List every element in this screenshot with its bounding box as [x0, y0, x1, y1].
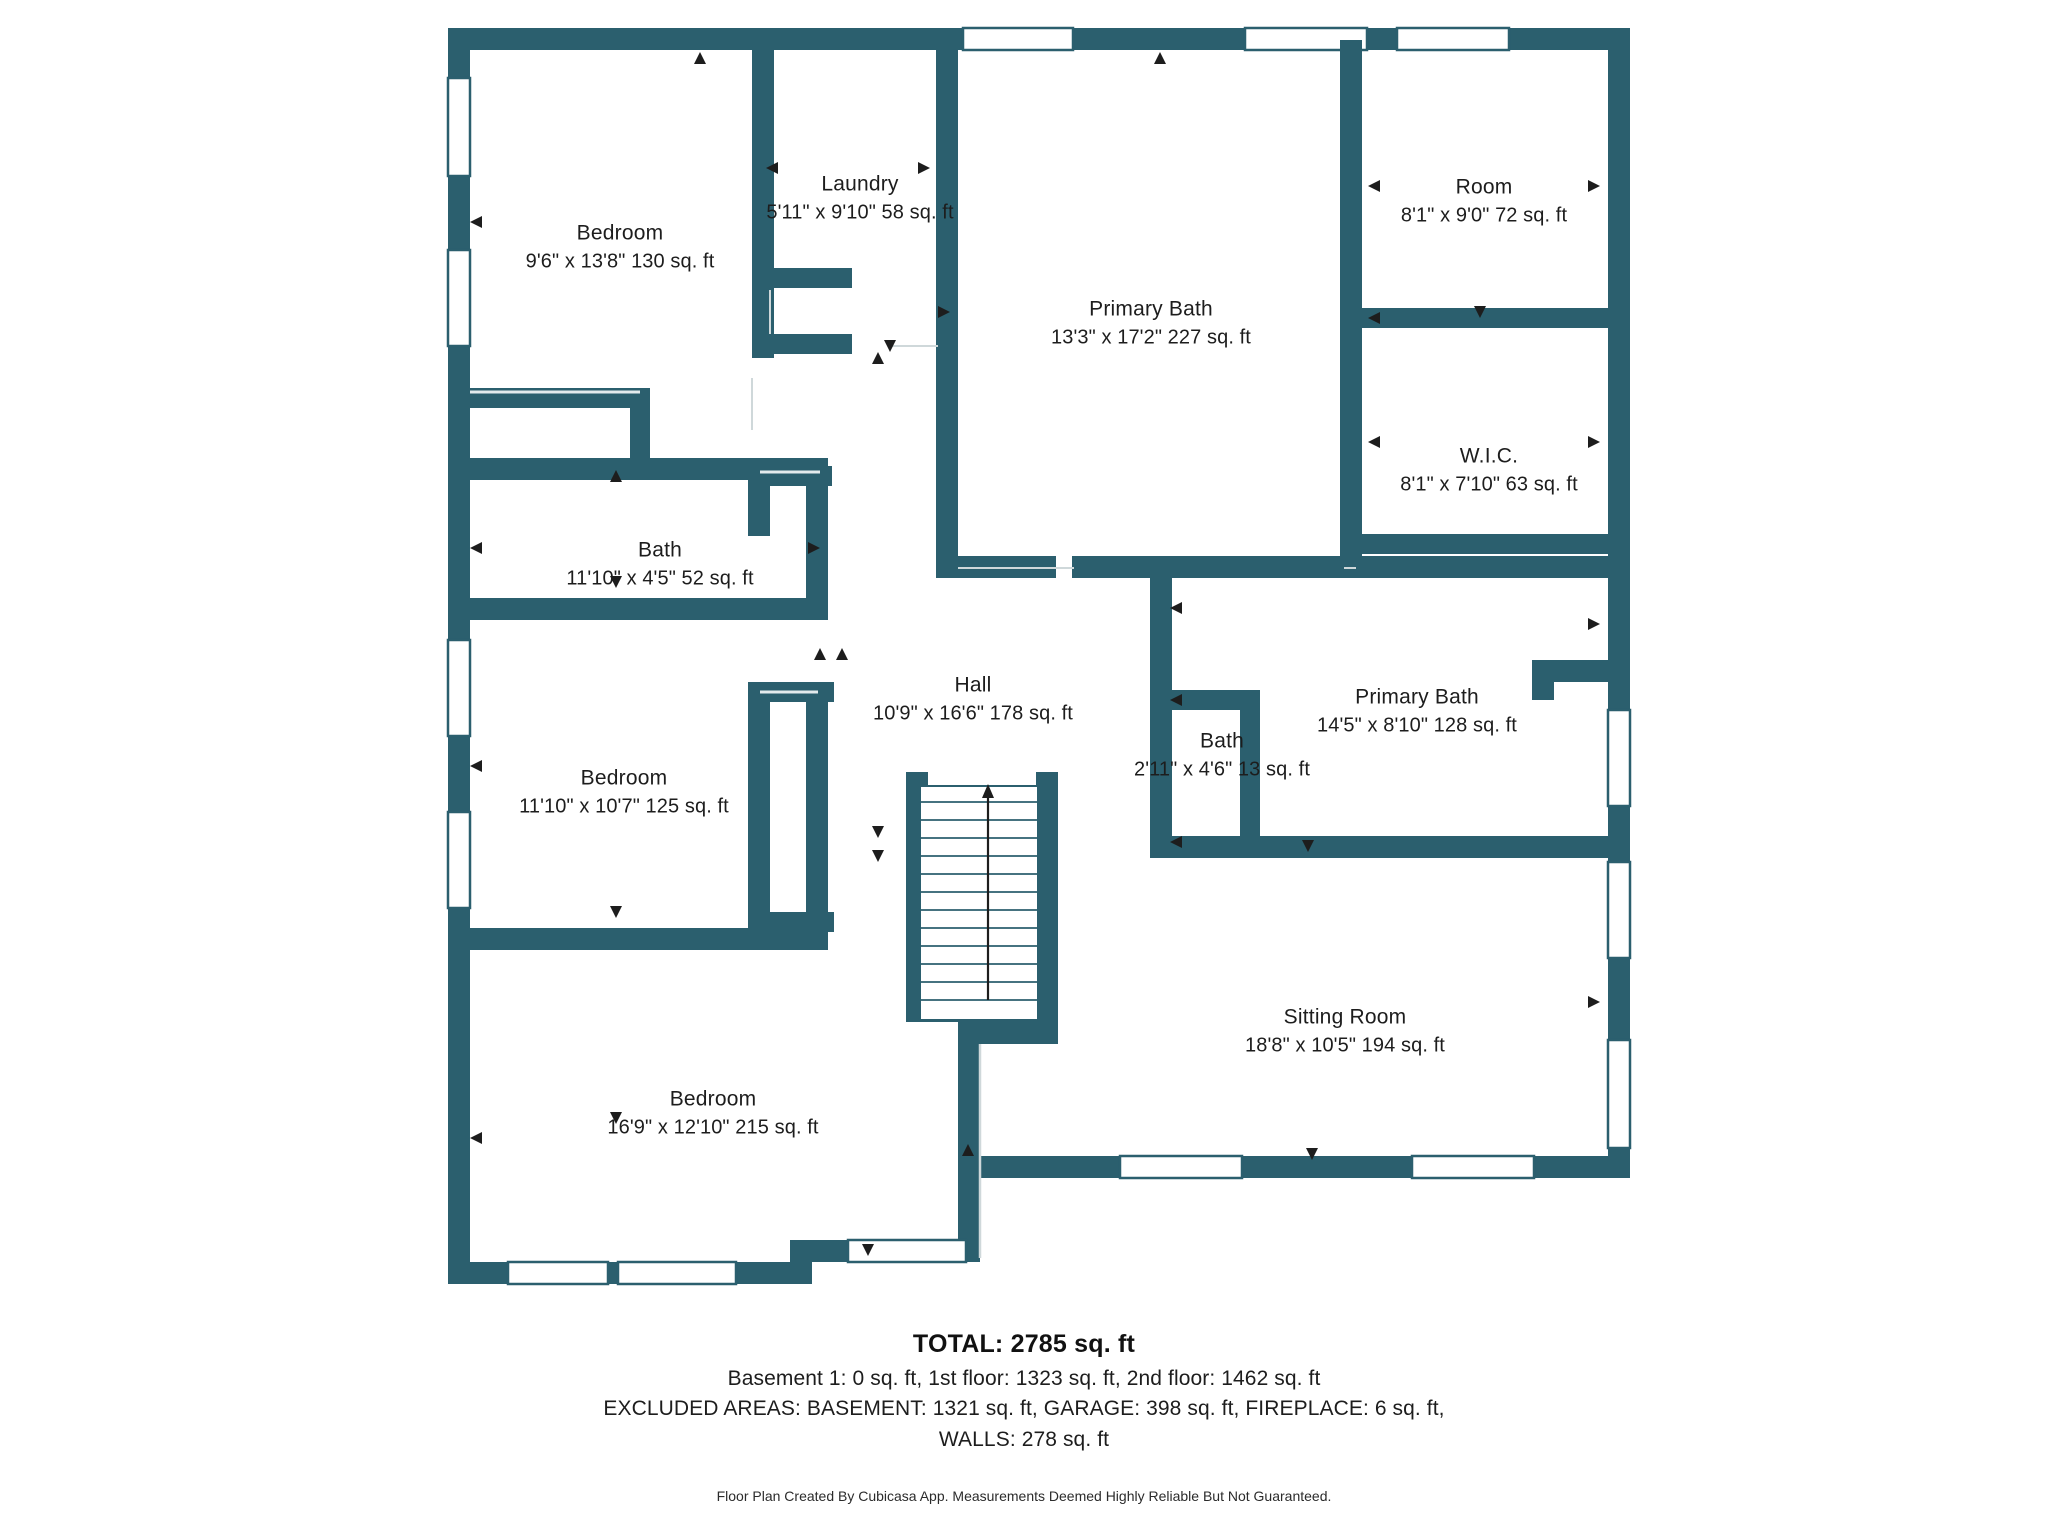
room-name: Room: [1455, 175, 1513, 199]
room-dimensions: 9'6" x 13'8" 130 sq. ft: [525, 250, 715, 273]
room-dimensions: 8'1" x 7'10" 63 sq. ft: [1400, 473, 1578, 496]
room-dimensions: 10'9" x 16'6" 178 sq. ft: [873, 702, 1073, 725]
room-name: Bath: [1200, 729, 1244, 753]
room-dimensions: 8'1" x 9'0" 72 sq. ft: [1400, 204, 1568, 227]
room-name: W.I.C.: [1459, 444, 1519, 468]
room-name: Bath: [638, 538, 682, 562]
room-name: Hall: [954, 673, 992, 697]
room-dimensions: 11'10" x 4'5" 52 sq. ft: [566, 567, 754, 590]
excluded-areas-line-2: WALLS: 278 sq. ft: [938, 1427, 1110, 1451]
room-dimensions: 14'5" x 8'10" 128 sq. ft: [1317, 714, 1517, 737]
room-dimensions: 5'11" x 9'10" 58 sq. ft: [766, 201, 954, 224]
total-area-label: TOTAL: 2785 sq. ft: [912, 1330, 1136, 1358]
credit-line: Floor Plan Created By Cubicasa App. Measurements Deemed Highly Reliable But Not Guaranteed.: [716, 1488, 1332, 1504]
room-name: Laundry: [821, 172, 899, 196]
room-name: Primary Bath: [1355, 685, 1479, 709]
room-name: Sitting Room: [1283, 1005, 1407, 1029]
room-dimensions: 16'9" x 12'10" 215 sq. ft: [607, 1116, 819, 1139]
room-dimensions: 18'8" x 10'5" 194 sq. ft: [1245, 1034, 1445, 1057]
excluded-areas-line-1: EXCLUDED AREAS: BASEMENT: 1321 sq. ft, GARAGE: 398 sq. ft, FIREPLACE: 6 sq. ft,: [603, 1397, 1445, 1421]
room-name: Primary Bath: [1089, 297, 1213, 321]
room-name: Bedroom: [576, 221, 664, 245]
room-dimensions: 11'10" x 10'7" 125 sq. ft: [519, 795, 729, 818]
room-dimensions: 2'11" x 4'6" 13 sq. ft: [1134, 758, 1310, 781]
room-name: Bedroom: [580, 766, 668, 790]
walls-group: [448, 28, 1630, 1284]
dimension-arrows: [470, 52, 1600, 1256]
area-summary: [0, 1330, 2048, 1455]
floors-breakdown-line: Basement 1: 0 sq. ft, 1st floor: 1323 sq. ft, 2nd floor: 1462 sq. ft: [727, 1367, 1321, 1390]
room-name: Bedroom: [669, 1087, 757, 1111]
room-dimensions: 13'3" x 17'2" 227 sq. ft: [1051, 326, 1251, 349]
